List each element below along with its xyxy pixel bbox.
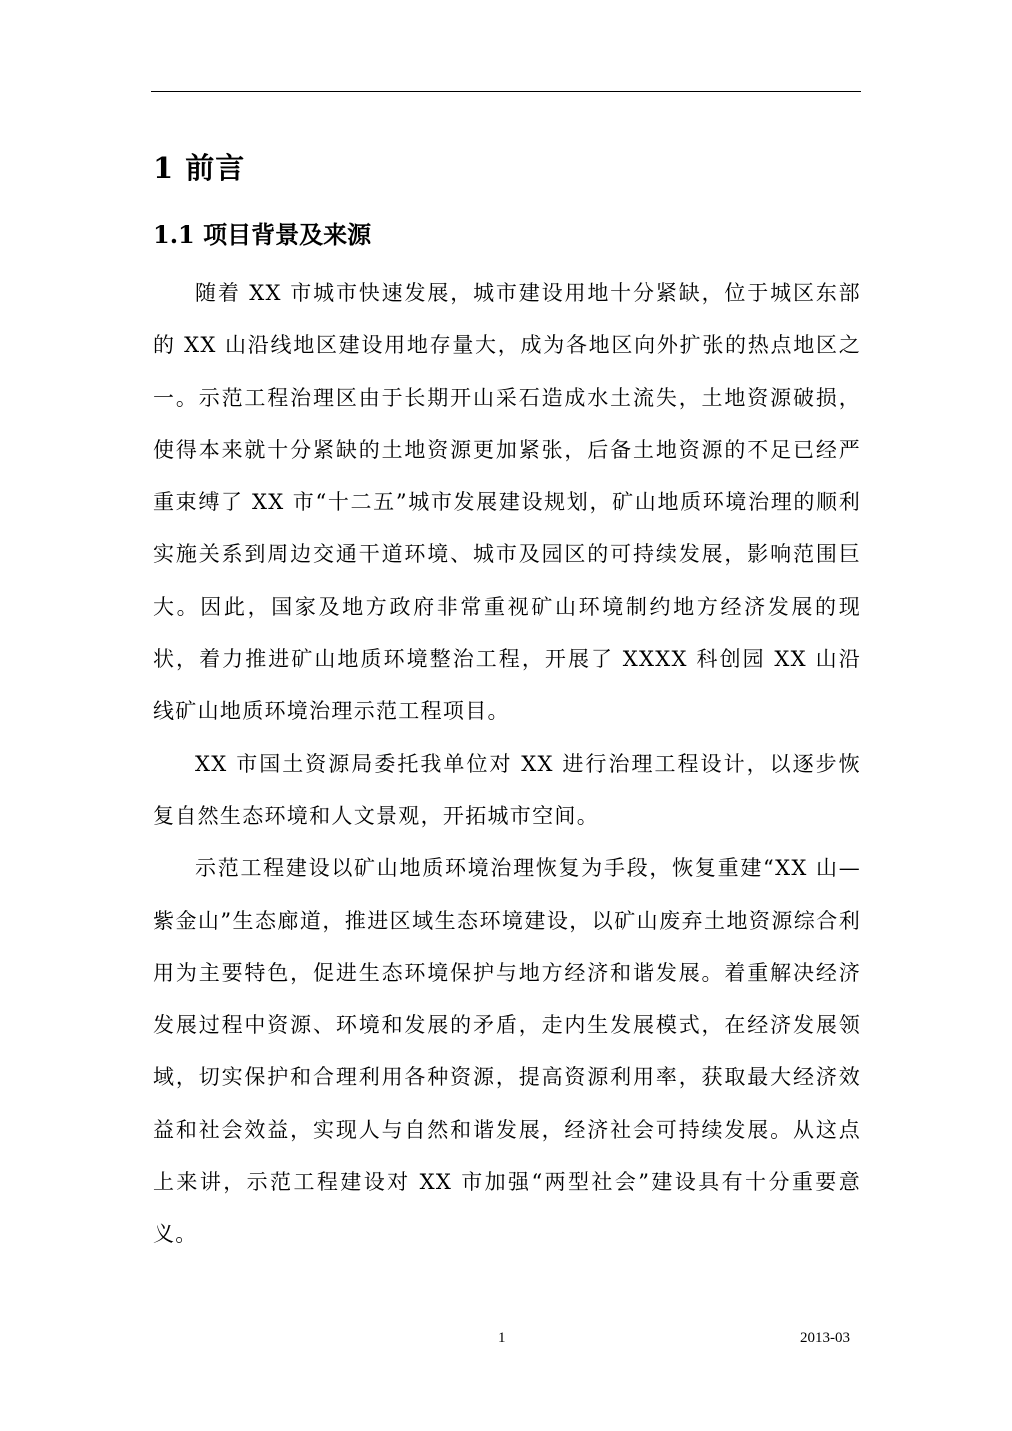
header-rule [151, 91, 861, 92]
document-body [153, 143, 861, 1261]
paragraph-background: 随着 XX 市城市快速发展，城市建设用地十分紧缺，位于城区东部的 XX 山沿线地区建设用地存量大，成为各地区向外扩张的热点地区之一。示范工程治理区由于长期开山采石造成水土流失，土地资源破损，使得本来就十分紧缺的土地资源更加紧张，后备土地资源的不足已经严重束缚了 XX 市“十二五”城市发展建设规划，矿山地质环境治理的顺利实施关系到周边交通干道环境、城市及园区的可持续发展，影响范围巨大。因此，国家及地方政府非常重视矿山环境制约地方经济发展的现状，着力推进矿山地质环境整治工程，开展了 XXXX 科创园 XX 山沿线矿山地质环境治理示范工程项目。 [153, 281, 861, 724]
paragraph-commission: XX 市国土资源局委托我单位对 XX 进行治理工程设计，以逐步恢复自然生态环境和人文景观，开拓城市空间。 [153, 751, 861, 828]
paragraph-list [153, 267, 861, 1261]
section-title: 1.1 项目背景及来源 [153, 220, 372, 249]
page-number: 1 [498, 1330, 506, 1346]
paragraph-significance: 示范工程建设以矿山地质环境治理恢复为手段，恢复重建“XX 山—紫金山”生态廊道，推进区域生态环境建设，以矿山废弃土地资源综合利用为主要特色，促进生态环境保护与地方经济和谐发展。着重解决经济发展过程中资源、环境和发展的矛盾，走内生发展模式，在经济发展领域，切实保护和合理利用各种资源，提高资源利用率，获取最大经济效益和社会效益，实现人与自然和谐发展，经济社会可持续发展。从这点上来讲，示范工程建设对 XX 市加强“两型社会”建设具有十分重要意义。 [153, 856, 861, 1247]
footer-date: 2013-03 [800, 1330, 850, 1346]
chapter-title: 1 前言 [153, 151, 246, 185]
